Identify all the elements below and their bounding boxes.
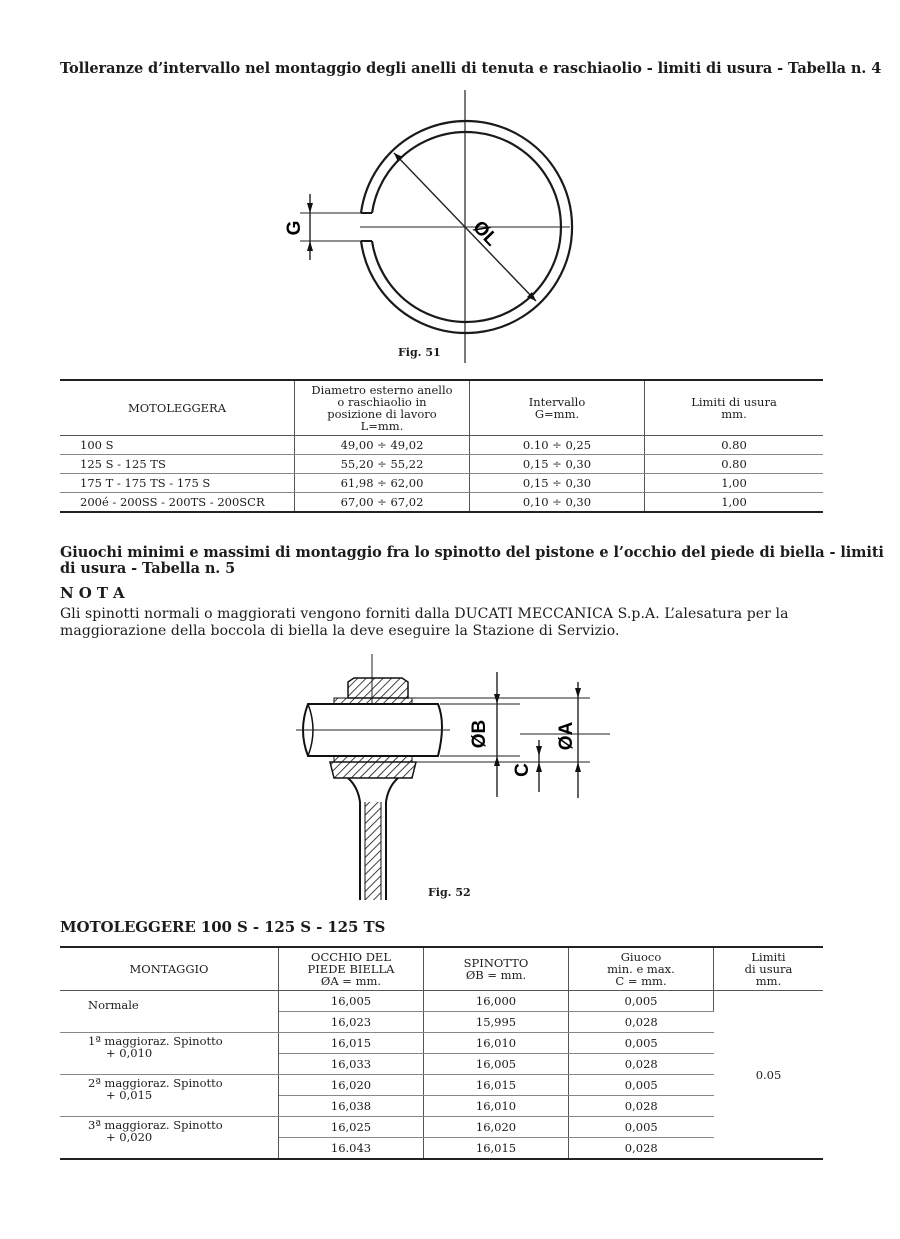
cell-limiti: 1,00 — [721, 495, 747, 509]
cell-intervallo: 0,15 ÷ 0,30 — [470, 455, 645, 474]
cell-giuoco: 0,028 — [624, 1141, 658, 1155]
col-header-giuoco-l1: Giuoco — [620, 950, 662, 964]
table4-heading: Tolleranze d’intervallo nel montaggio degli anelli di tenuta e raschiaolio - limiti di usura - Tabella n. 4 — [60, 60, 882, 77]
dim-l-label: ØL — [468, 216, 502, 251]
cell-giuoco: 0,005 — [569, 1033, 714, 1054]
table-row — [60, 1075, 823, 1096]
col-header-limiti — [645, 380, 824, 436]
fig51-caption: Fig. 51 — [398, 346, 441, 359]
table5-heading-line2: di usura - Tabella n. 5 — [60, 560, 236, 577]
col-header-intervallo-l1: Intervallo — [528, 395, 586, 409]
table5 — [60, 946, 823, 1160]
dim-g-label: G — [284, 220, 305, 236]
montaggio-line2: + 0,020 — [106, 1130, 153, 1144]
nota-text — [60, 606, 830, 640]
table4-header-row — [60, 380, 823, 436]
cell-montaggio — [60, 1117, 279, 1160]
col-header-spinotto-l2: ØB = mm. — [465, 968, 527, 982]
table-row — [60, 1033, 823, 1054]
dim-b-label: ØB — [469, 719, 490, 749]
col-header-limiti-l2: di usura — [744, 962, 793, 976]
cell-limiti: 0.05 — [755, 1067, 782, 1082]
cell-intervallo: 0,10 ÷ 0,30 — [470, 493, 645, 513]
col-header-limiti-l3: mm. — [755, 974, 782, 988]
cell-giuoco: 0,028 — [569, 1054, 714, 1075]
cell-montaggio — [60, 991, 279, 1033]
table-row — [60, 455, 823, 474]
col-header-diametro-l4: L=mm. — [360, 419, 404, 433]
col-header-spinotto — [424, 947, 569, 991]
dim-a-label: ØA — [556, 721, 577, 751]
montaggio-line2: + 0,015 — [106, 1088, 153, 1102]
cell-intervallo: 0,15 ÷ 0,30 — [470, 474, 645, 493]
col-header-intervallo — [470, 380, 645, 436]
cell-occhio: 16,015 — [279, 1033, 424, 1054]
col-header-limiti-l1: Limiti — [751, 950, 786, 964]
cell-moto: 125 S - 125 TS — [60, 455, 295, 474]
col-header-giuoco-l3: C = mm. — [615, 974, 667, 988]
col-header-diametro — [295, 380, 470, 436]
cell-limiti: 0.80 — [645, 436, 824, 455]
cell-diametro: 55,20 ÷ 55,22 — [295, 455, 470, 474]
col-header-occhio-l3: ØA = mm. — [320, 974, 382, 988]
cell-spinotto: 16,005 — [424, 1054, 569, 1075]
cell-occhio: 16.043 — [279, 1138, 424, 1160]
cell-giuoco: 0,005 — [569, 991, 714, 1012]
table-row — [60, 436, 823, 455]
table-row — [60, 991, 823, 1012]
nota-line2: maggiorazione della boccola di biella la deve eseguire la Stazione di Servizio. — [60, 623, 620, 639]
table-row — [60, 1117, 823, 1138]
cell-moto: 175 T - 175 TS - 175 S — [60, 474, 295, 493]
cell-giuoco: 0,005 — [569, 1117, 714, 1138]
table-row — [60, 474, 823, 493]
section-title: MOTOLEGGERE 100 S - 125 S - 125 TS — [60, 918, 386, 936]
dim-c-label: C — [512, 763, 533, 777]
cell-montaggio — [60, 1075, 279, 1117]
montaggio-line1: 1ª maggioraz. Spinotto — [88, 1034, 223, 1048]
col-header-giuoco — [569, 947, 714, 991]
nota-line1: Gli spinotti normali o maggiorati vengono forniti dalla DUCATI MECCANICA S.p.A. L’alesatura per la — [60, 606, 789, 622]
cell-giuoco: 0,005 — [569, 1075, 714, 1096]
col-header-diametro-l3: posizione di lavoro — [327, 407, 437, 421]
montaggio-line1: Normale — [88, 998, 139, 1012]
montaggio-line1: 3ª maggioraz. Spinotto — [88, 1118, 223, 1132]
cell-occhio: 16,005 — [279, 991, 424, 1012]
col-header-spinotto-l1: SPINOTTO — [463, 956, 529, 970]
table4 — [60, 379, 823, 513]
cell-giuoco: 0,028 — [569, 1096, 714, 1117]
cell-diametro: 49,00 ÷ 49,02 — [295, 436, 470, 455]
col-header-intervallo-l2: G=mm. — [534, 407, 580, 421]
cell-giuoco: 0,028 — [569, 1012, 714, 1033]
col-header-occhio-l2: PIEDE BIELLA — [307, 962, 395, 976]
col-header-limiti-l1: Limiti di usura — [691, 395, 777, 409]
col-header-giuoco-l2: min. e max. — [607, 962, 675, 976]
montaggio-line2: + 0,010 — [106, 1046, 153, 1060]
cell-occhio: 16,023 — [279, 1012, 424, 1033]
col-header-diametro-l1: Diametro esterno anello — [311, 383, 453, 397]
cell-limiti: 0.80 — [645, 455, 824, 474]
cell-diametro: 61,98 ÷ 62,00 — [295, 474, 470, 493]
cell-spinotto: 16,010 — [424, 1033, 569, 1054]
table5-header-row — [60, 947, 823, 991]
col-header-limiti — [714, 947, 824, 991]
col-header-montaggio: MONTAGGIO — [60, 947, 279, 991]
cell-spinotto: 16,000 — [424, 991, 569, 1012]
montaggio-line1: 2ª maggioraz. Spinotto — [88, 1076, 223, 1090]
cell-moto: 200é - 200SS - 200TS - 200SCR — [60, 493, 295, 513]
fig52-pin-diagram — [290, 652, 620, 902]
cell-montaggio — [60, 1033, 279, 1075]
col-header-limiti-l2: mm. — [721, 407, 747, 421]
cell-occhio: 16,025 — [279, 1117, 424, 1138]
cell-spinotto: 16,020 — [424, 1117, 569, 1138]
fig52-caption: Fig. 52 — [428, 886, 471, 899]
cell-moto: 100 S — [60, 436, 295, 455]
table-row — [60, 493, 823, 513]
cell-spinotto: 16,015 — [424, 1075, 569, 1096]
cell-occhio: 16,020 — [279, 1075, 424, 1096]
cell-spinotto: 16,010 — [424, 1096, 569, 1117]
cell-occhio: 16,038 — [279, 1096, 424, 1117]
col-header-occhio — [279, 947, 424, 991]
cell-spinotto: 15,995 — [424, 1012, 569, 1033]
col-header-moto: MOTOLEGGERA — [60, 380, 295, 436]
cell-spinotto: 16,015 — [424, 1138, 569, 1160]
cell-diametro: 67,00 ÷ 67,02 — [295, 493, 470, 513]
col-header-diametro-l2: o raschiaolio in — [337, 395, 427, 409]
nota-title: N O T A — [60, 584, 125, 602]
cell-occhio: 16,033 — [279, 1054, 424, 1075]
cell-limiti: 1,00 — [645, 474, 824, 493]
table5-heading-line1: Giuochi minimi e massimi di montaggio fra lo spinotto del pistone e l’occhio del piede di biella - limiti — [60, 544, 884, 561]
fig51-ring-diagram — [270, 88, 590, 366]
cell-intervallo: 0.10 ÷ 0,25 — [470, 436, 645, 455]
table5-heading — [60, 545, 884, 577]
col-header-occhio-l1: OCCHIO DEL — [311, 950, 391, 964]
